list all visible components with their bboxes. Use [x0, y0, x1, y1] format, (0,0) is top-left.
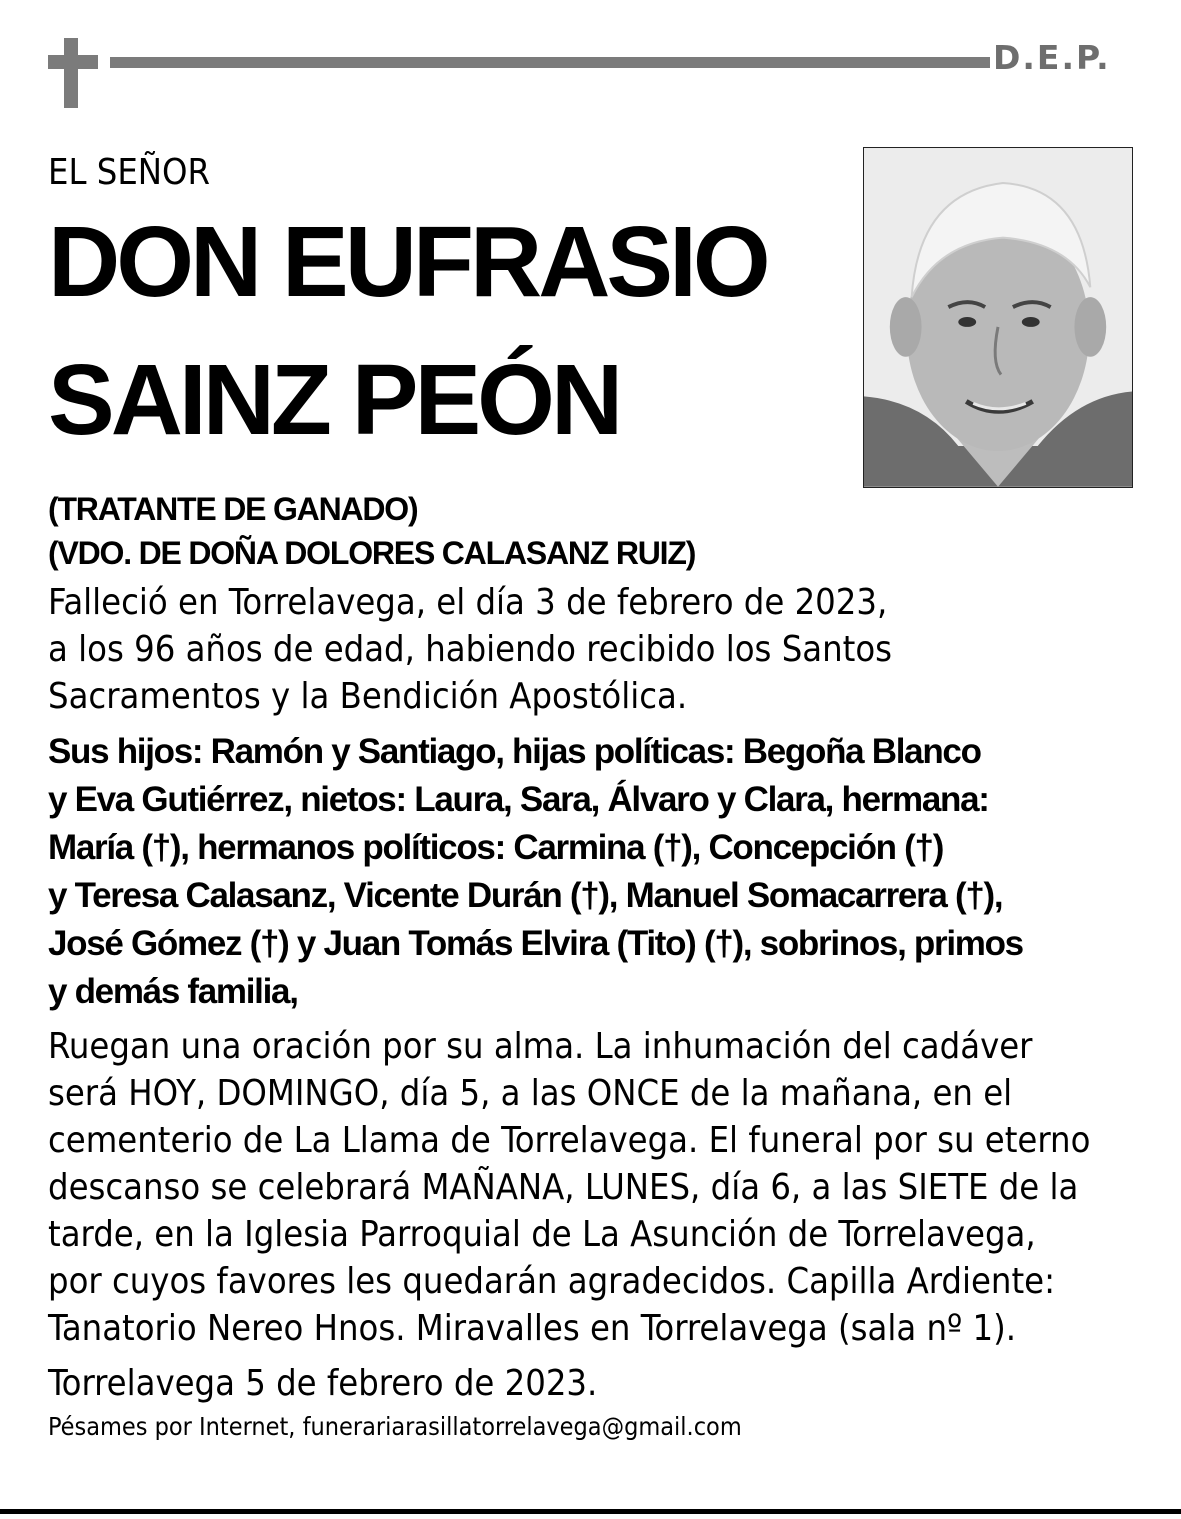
ceremony-line: cementerio de La Llama de Torrelavega. El funeral por su eterno [48, 1120, 1091, 1161]
family-line: y Eva Gutiérrez, nietos: Laura, Sara, Álvaro y Clara, hermana: [48, 780, 989, 819]
condolences-line: Pésames por Internet, funerariarasillatorrelavega@gmail.com [48, 1412, 742, 1441]
header-rule [110, 57, 990, 68]
portrait-photo [863, 147, 1133, 488]
dep-label: D.E.P. [993, 38, 1111, 77]
deceased-name-line-1: DON EUFRASIO [48, 206, 767, 318]
widower-of: (VDO. DE DOÑA DOLORES CALASANZ RUIZ) [48, 535, 696, 571]
ceremony-line: por cuyos favores les quedarán agradecidos. Capilla Ardiente: [48, 1261, 1055, 1302]
family-line: y demás familia, [48, 972, 298, 1011]
ceremony-line: Ruegan una oración por su alma. La inhumación del cadáver [48, 1026, 1033, 1067]
family-line: Sus hijos: Ramón y Santiago, hijas políticas: Begoña Blanco [48, 732, 981, 771]
place-date: Torrelavega 5 de febrero de 2023. [48, 1363, 598, 1404]
cross-icon-vertical [64, 38, 78, 108]
bottom-rule [0, 1509, 1181, 1514]
cross-icon-horizontal [48, 55, 98, 69]
title-honorific: EL SEÑOR [48, 152, 211, 193]
ceremony-line: descanso se celebrará MAÑANA, LUNES, día 6, a las SIETE de la [48, 1167, 1079, 1208]
death-notice-line: Falleció en Torrelavega, el día 3 de febrero de 2023, [48, 582, 888, 623]
ceremony-line: será HOY, DOMINGO, día 5, a las ONCE de la mañana, en el [48, 1073, 1013, 1114]
ceremony-details [48, 1023, 1090, 1352]
ceremony-line: tarde, en la Iglesia Parroquial de La Asunción de Torrelavega, [48, 1214, 1036, 1255]
death-notice-line: Sacramentos y la Bendición Apostólica. [48, 676, 688, 717]
death-notice [48, 579, 892, 720]
ceremony-line: Tanatorio Nereo Hnos. Miravalles en Torrelavega (sala nº 1). [48, 1308, 1017, 1349]
family-line: y Teresa Calasanz, Vicente Durán (†), Manuel Somacarrera (†), [48, 876, 1003, 915]
death-notice-line: a los 96 años de edad, habiendo recibido los Santos [48, 629, 893, 670]
occupation: (TRATANTE DE GANADO) [48, 491, 418, 527]
deceased-name-line-2: SAINZ PEÓN [48, 344, 620, 456]
family-line: María (†), hermanos políticos: Carmina (†), Concepción (†) [48, 828, 944, 867]
family-line: José Gómez (†) y Juan Tomás Elvira (Tito) (†), sobrinos, primos [48, 924, 1023, 963]
family-list [48, 728, 1023, 1016]
